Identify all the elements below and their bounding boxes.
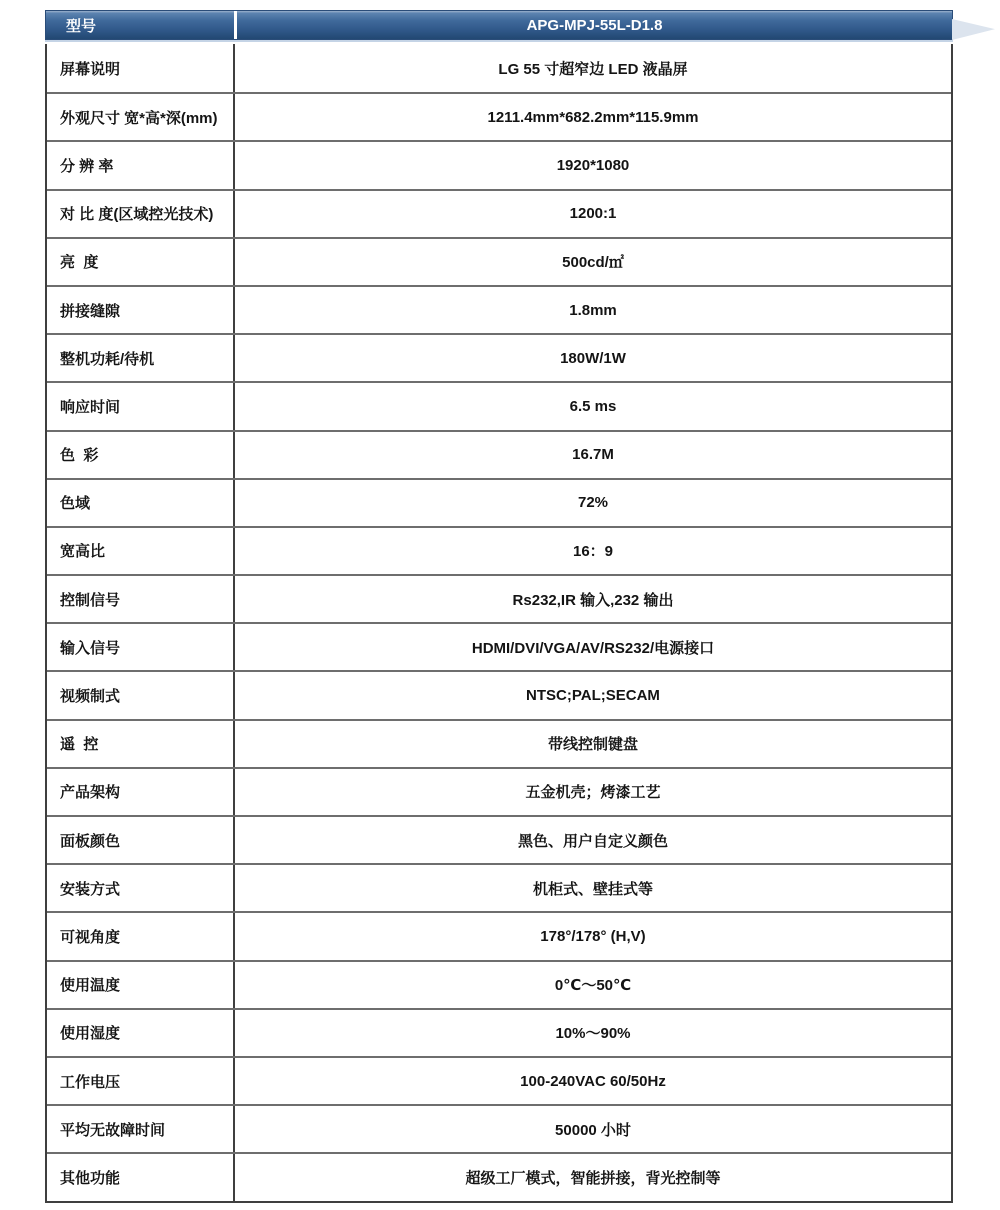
table-row	[47, 189, 951, 237]
table-row	[47, 863, 951, 911]
spec-sheet	[45, 10, 953, 1203]
row-label: 使用温度	[47, 962, 235, 1008]
table-row	[47, 140, 951, 188]
row-label: 输入信号	[47, 624, 235, 670]
row-value: 180W/1W	[560, 349, 626, 367]
row-value: 1.8mm	[569, 301, 617, 319]
row-label: 色域	[47, 480, 235, 526]
table-row	[47, 1056, 951, 1104]
header-model-label: 型号	[66, 17, 97, 35]
row-value: 10%～90%	[555, 1025, 631, 1043]
table-row	[47, 960, 951, 1008]
table-row	[47, 44, 951, 92]
row-value: 6.5 ms	[569, 397, 617, 415]
row-label: 对 比 度(区域控光技术)	[47, 191, 235, 237]
row-label: 拼接缝隙	[47, 287, 235, 333]
row-value: NTSC;PAL;SECAM	[526, 687, 660, 705]
row-value: 72%	[577, 494, 609, 512]
row-value: 50000 小时	[555, 1121, 631, 1139]
row-label: 亮 度	[47, 239, 235, 285]
table-row	[47, 1104, 951, 1152]
row-label: 遥 控	[47, 721, 235, 767]
table-row	[47, 1152, 951, 1200]
row-value: 16.7M	[572, 446, 614, 464]
row-label: 其他功能	[47, 1154, 235, 1200]
row-value: 178°/178° (H,V)	[540, 927, 646, 945]
table-row	[47, 92, 951, 140]
table-row	[47, 526, 951, 574]
table-row	[47, 670, 951, 718]
table-header-row	[45, 10, 953, 40]
table-row	[47, 237, 951, 285]
row-value: 0℃～50℃	[554, 977, 632, 995]
header-underline	[45, 40, 953, 42]
row-label: 产品架构	[47, 769, 235, 815]
row-value: 五金机壳；烤漆工艺	[525, 784, 661, 802]
row-label: 工作电压	[47, 1058, 235, 1104]
row-label: 外观尺寸 宽*高*深(mm)	[47, 94, 235, 140]
row-label: 响应时间	[47, 383, 235, 429]
table-row	[47, 478, 951, 526]
table-row	[47, 622, 951, 670]
row-label: 分 辨 率	[47, 142, 235, 188]
row-value: 超级工厂模式，智能拼接，背光控制等	[465, 1169, 721, 1187]
table-row	[47, 285, 951, 333]
table-row	[47, 911, 951, 959]
table-row	[47, 574, 951, 622]
row-value: 黑色、用户自定义颜色	[517, 832, 668, 850]
row-value: 机柜式、壁挂式等	[532, 880, 653, 898]
table-row	[47, 815, 951, 863]
row-value: HDMI/DVI/VGA/AV/RS232/电源接口	[471, 639, 715, 657]
corner-triangle-decoration	[952, 19, 995, 40]
row-label: 色 彩	[47, 432, 235, 478]
row-label: 可视角度	[47, 913, 235, 959]
row-label: 面板颜色	[47, 817, 235, 863]
row-value: LG 55 寸超窄边 LED 液晶屏	[498, 60, 688, 78]
row-label: 视频制式	[47, 672, 235, 718]
row-label: 整机功耗/待机	[47, 335, 235, 381]
row-value: 1211.4mm*682.2mm*115.9mm	[487, 108, 699, 126]
table-row	[47, 767, 951, 815]
row-label: 使用湿度	[47, 1010, 235, 1056]
row-value: 带线控制键盘	[547, 736, 638, 754]
table-row	[47, 719, 951, 767]
row-value: 1200:1	[569, 205, 617, 223]
row-value: 16：9	[572, 543, 614, 561]
row-label: 安装方式	[47, 865, 235, 911]
row-label: 平均无故障时间	[47, 1106, 235, 1152]
table-row	[47, 333, 951, 381]
row-value: Rs232,IR 输入,232 输出	[512, 591, 674, 609]
row-value: 1920*1080	[556, 156, 630, 174]
spec-table-body	[45, 44, 953, 1203]
table-row	[47, 430, 951, 478]
row-label: 屏幕说明	[47, 44, 235, 92]
table-row	[47, 1008, 951, 1056]
header-model-value: APG-MPJ-55L-D1.8	[526, 16, 663, 34]
row-label: 宽高比	[47, 528, 235, 574]
row-value: 500cd/㎡	[562, 254, 624, 272]
row-label: 控制信号	[47, 576, 235, 622]
row-value: 100-240VAC 60/50Hz	[520, 1072, 666, 1090]
table-row	[47, 381, 951, 429]
